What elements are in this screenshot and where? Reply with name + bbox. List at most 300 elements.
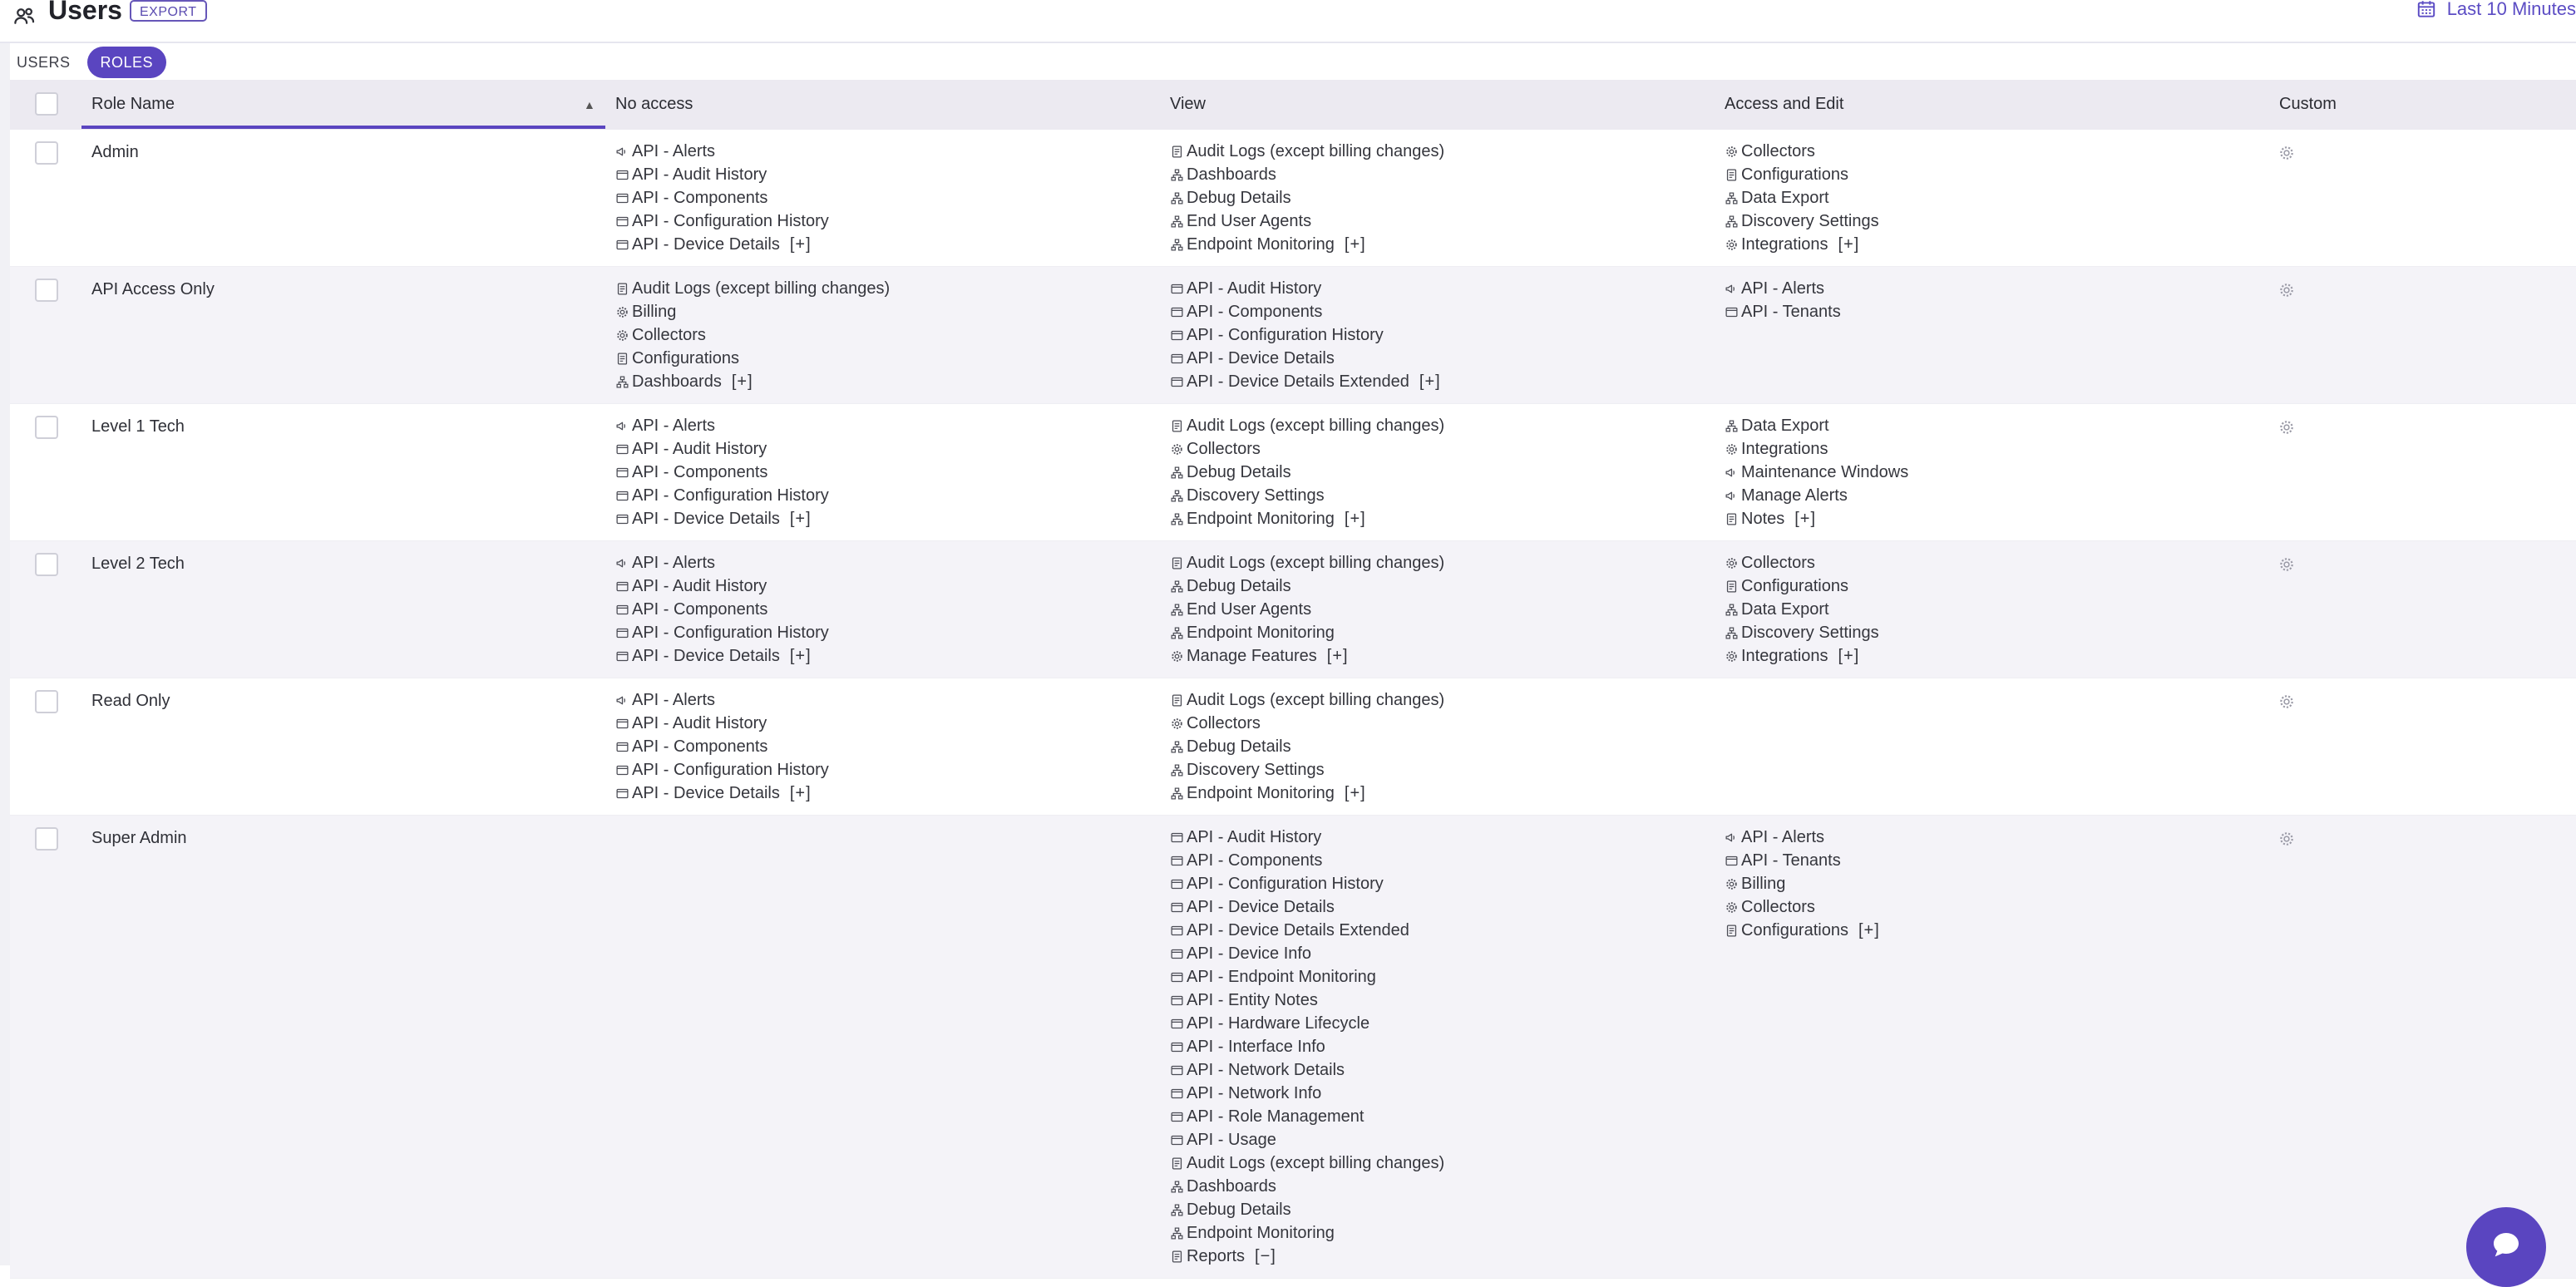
permission-item: [1170, 1128, 1444, 1151]
gear-icon: [1725, 238, 1739, 252]
row-checkbox[interactable]: [35, 279, 58, 302]
permission-item: [1170, 989, 1444, 1012]
permission-list-no-access: [615, 140, 829, 256]
role-name[interactable]: API Access Only: [91, 280, 215, 298]
permission-label: Collectors: [1741, 141, 1815, 160]
permission-item: [1725, 919, 1880, 942]
gear-icon: [1170, 649, 1184, 663]
permission-item: [1170, 277, 1441, 300]
custom-settings-icon[interactable]: [2278, 556, 2295, 573]
permission-item: [1170, 644, 1444, 668]
permission-label: API - Configuration History: [632, 623, 829, 642]
permission-item: [1170, 233, 1444, 256]
expand-toggle[interactable]: [+]: [789, 234, 812, 254]
column-header-custom[interactable]: Custom: [2279, 95, 2337, 113]
permission-label: Endpoint Monitoring: [1187, 783, 1335, 802]
window-icon: [615, 579, 629, 594]
chat-button[interactable]: [2466, 1207, 2546, 1287]
page-header: [0, 0, 2576, 43]
document-icon: [1170, 556, 1184, 570]
permission-label: API - Endpoint Monitoring: [1187, 967, 1376, 986]
permission-label: Maintenance Windows: [1741, 462, 1909, 481]
export-button[interactable]: EXPORT: [130, 0, 207, 22]
gear-icon: [615, 328, 629, 343]
window-icon: [615, 442, 629, 456]
permission-label: API - Usage: [1187, 1130, 1276, 1149]
permission-item: [1725, 140, 1879, 163]
expand-toggle[interactable]: [+]: [731, 372, 753, 391]
window-icon: [615, 603, 629, 617]
permission-item: [615, 735, 829, 758]
permission-item: [615, 210, 829, 233]
permission-label: API - Components: [632, 188, 768, 207]
permission-list-edit: [1725, 414, 1908, 530]
document-icon: [1170, 693, 1184, 708]
permission-item: [1170, 758, 1444, 782]
permission-list-no-access: [615, 414, 829, 530]
select-all-checkbox[interactable]: [35, 92, 58, 116]
gear-icon: [1170, 717, 1184, 731]
expand-toggle[interactable]: [−]: [1255, 1246, 1276, 1265]
permission-label: API - Tenants: [1741, 851, 1841, 870]
permission-list-no-access: [615, 277, 890, 393]
permission-item: [1170, 1035, 1444, 1058]
permission-label: Discovery Settings: [1187, 486, 1325, 505]
permission-list-edit: [1725, 140, 1879, 256]
gear-icon: [1725, 145, 1739, 159]
permission-label: Data Export: [1741, 416, 1829, 435]
network-icon: [1170, 1180, 1184, 1194]
permission-label: Collectors: [1741, 553, 1815, 572]
roles-table: [10, 80, 2576, 1279]
window-icon: [1170, 900, 1184, 915]
permission-item: [1170, 1105, 1444, 1128]
role-name[interactable]: Level 2 Tech: [91, 555, 185, 573]
permission-label: API - Interface Info: [1187, 1037, 1325, 1056]
expand-toggle[interactable]: [+]: [1838, 234, 1860, 254]
permission-item: [1170, 461, 1444, 484]
expand-toggle[interactable]: [+]: [1344, 234, 1366, 254]
gear-icon: [1170, 442, 1184, 456]
permission-item: [615, 598, 829, 621]
sort-indicator: [81, 126, 605, 129]
permission-item: [615, 277, 890, 300]
expand-toggle[interactable]: [+]: [1326, 646, 1349, 665]
permission-list-no-access: [615, 551, 829, 668]
chat-bubble-icon: [2490, 1229, 2523, 1262]
permission-item: [1170, 414, 1444, 437]
expand-toggle[interactable]: [+]: [789, 783, 812, 802]
role-name[interactable]: Level 1 Tech: [91, 417, 185, 436]
network-icon: [1170, 786, 1184, 801]
permission-item: [1170, 1221, 1444, 1245]
permission-item: [615, 186, 829, 210]
window-icon: [615, 466, 629, 480]
permission-item: [1170, 919, 1444, 942]
permission-item: [615, 437, 829, 461]
permission-item: [1170, 849, 1444, 872]
permission-item: [1170, 347, 1441, 370]
permission-item: [1725, 484, 1908, 507]
permission-label: Billing: [1741, 874, 1786, 893]
permission-label: API - Alerts: [632, 553, 716, 572]
window-icon: [1170, 1040, 1184, 1054]
tab-roles[interactable]: ROLES: [87, 47, 167, 78]
permission-item: [1725, 621, 1879, 644]
permission-label: API - Components: [632, 737, 768, 756]
permission-label: Collectors: [1187, 439, 1261, 458]
permission-label: Integrations: [1741, 234, 1828, 254]
window-icon: [1725, 305, 1739, 319]
document-icon: [615, 282, 629, 296]
table-row: [10, 267, 2576, 404]
permission-item: [1170, 621, 1444, 644]
document-icon: [1725, 168, 1739, 182]
permission-item: [1725, 437, 1908, 461]
window-icon: [615, 191, 629, 205]
permission-item: [615, 507, 829, 530]
permission-label: API - Audit History: [632, 165, 767, 184]
permission-label: API - Network Info: [1187, 1083, 1322, 1102]
network-icon: [1170, 1226, 1184, 1240]
permission-label: Endpoint Monitoring: [1187, 1223, 1335, 1242]
custom-settings-icon[interactable]: [2278, 419, 2295, 436]
permission-item: [615, 758, 829, 782]
window-icon: [1170, 831, 1184, 845]
table-row: [10, 404, 2576, 541]
window-icon: [1170, 1087, 1184, 1101]
permission-item: [1170, 140, 1444, 163]
row-checkbox[interactable]: [35, 141, 58, 165]
network-icon: [1170, 1203, 1184, 1217]
permission-label: Discovery Settings: [1741, 211, 1879, 230]
network-icon: [1170, 763, 1184, 777]
window-icon: [615, 626, 629, 640]
window-icon: [615, 717, 629, 731]
network-icon: [1725, 214, 1739, 229]
permission-label: Discovery Settings: [1741, 623, 1879, 642]
gear-icon: [1725, 556, 1739, 570]
permission-item: [1725, 644, 1879, 668]
window-icon: [615, 786, 629, 801]
permission-item: [1170, 1012, 1444, 1035]
permission-label: Debug Details: [1187, 576, 1291, 595]
row-checkbox[interactable]: [35, 827, 58, 851]
expand-toggle[interactable]: [+]: [789, 646, 812, 665]
permission-item: [1170, 598, 1444, 621]
megaphone-icon: [615, 145, 629, 159]
network-icon: [1170, 579, 1184, 594]
permission-list-view: [1170, 140, 1444, 256]
permission-list-edit: [1725, 826, 1880, 942]
window-icon: [1725, 854, 1739, 868]
permission-item: [1170, 1198, 1444, 1221]
column-header-access-and-edit[interactable]: Access and Edit: [1725, 95, 1844, 113]
window-icon: [1170, 994, 1184, 1008]
network-icon: [1170, 489, 1184, 503]
permission-item: [615, 414, 829, 437]
window-icon: [1170, 1133, 1184, 1147]
gear-icon: [1725, 900, 1739, 915]
permission-label: API - Configuration History: [1187, 325, 1384, 344]
permission-label: Debug Details: [1187, 737, 1291, 756]
permission-label: API - Entity Notes: [1187, 990, 1318, 1009]
permission-label: Data Export: [1741, 599, 1829, 619]
permission-item: [1170, 437, 1444, 461]
window-icon: [615, 214, 629, 229]
expand-toggle[interactable]: [+]: [1344, 509, 1366, 528]
document-icon: [1170, 1156, 1184, 1171]
permission-item: [615, 574, 829, 598]
permission-item: [1170, 507, 1444, 530]
permission-label: API - Hardware Lifecycle: [1187, 1013, 1370, 1033]
permission-item: [615, 712, 829, 735]
permission-item: [1170, 895, 1444, 919]
permission-item: [615, 233, 829, 256]
permission-list-view: [1170, 688, 1444, 805]
permission-label: API - Device Details Extended: [1187, 920, 1409, 939]
permission-item: [1725, 598, 1879, 621]
megaphone-icon: [1725, 831, 1739, 845]
role-name[interactable]: Super Admin: [91, 829, 187, 847]
window-icon: [615, 238, 629, 252]
permission-item: [1725, 414, 1908, 437]
megaphone-icon: [615, 556, 629, 570]
window-icon: [1170, 1110, 1184, 1124]
permission-item: [1170, 1245, 1444, 1268]
window-icon: [615, 489, 629, 503]
column-header-role-name[interactable]: Role Name: [91, 95, 175, 113]
permission-item: [1725, 277, 1841, 300]
megaphone-icon: [1725, 282, 1739, 296]
permission-label: API - Components: [1187, 851, 1323, 870]
column-header-no-access[interactable]: No access: [615, 95, 693, 113]
window-icon: [1170, 375, 1184, 389]
permission-label: API - Device Details: [632, 234, 780, 254]
network-icon: [1170, 466, 1184, 480]
permission-label: Collectors: [632, 325, 706, 344]
document-icon: [615, 352, 629, 366]
permission-label: API - Device Details: [1187, 348, 1335, 367]
permission-list-edit: [1725, 551, 1879, 668]
permission-item: [1170, 484, 1444, 507]
permission-label: Collectors: [1741, 897, 1815, 916]
permission-item: [615, 484, 829, 507]
custom-settings-icon[interactable]: [2278, 282, 2295, 298]
permission-item: [1725, 507, 1908, 530]
permission-label: Dashboards: [1187, 165, 1276, 184]
permission-label: Reports: [1187, 1246, 1246, 1265]
permission-label: API - Device Details: [632, 783, 780, 802]
permission-item: [615, 461, 829, 484]
megaphone-icon: [615, 693, 629, 708]
permission-list-view: [1170, 277, 1441, 393]
network-icon: [1170, 238, 1184, 252]
window-icon: [1170, 282, 1184, 296]
window-icon: [1170, 328, 1184, 343]
left-rail: [0, 0, 10, 1265]
page-title: Users: [48, 0, 122, 25]
permission-label: API - Configuration History: [1187, 874, 1384, 893]
tab-users[interactable]: USERS: [17, 54, 71, 71]
permission-label: API - Device Details: [632, 646, 780, 665]
permission-item: [1170, 186, 1444, 210]
expand-toggle[interactable]: [+]: [1858, 920, 1880, 939]
permission-item: [1170, 965, 1444, 989]
permission-label: API - Alerts: [1741, 279, 1825, 298]
permission-label: Billing: [632, 302, 677, 321]
permission-label: Manage Features: [1187, 646, 1317, 665]
expand-toggle[interactable]: [+]: [789, 509, 812, 528]
permission-item: [1725, 186, 1879, 210]
permission-label: API - Audit History: [1187, 827, 1322, 846]
permission-item: [615, 621, 829, 644]
permission-label: Audit Logs (except billing changes): [1187, 416, 1445, 435]
permission-label: Configurations: [1741, 576, 1848, 595]
network-icon: [1170, 168, 1184, 182]
permission-item: [1725, 849, 1880, 872]
time-range-selector[interactable]: [2416, 0, 2576, 20]
permission-item: [1170, 782, 1444, 805]
permission-label: End User Agents: [1187, 211, 1312, 230]
permission-label: Debug Details: [1187, 462, 1291, 481]
permission-label: Collectors: [1187, 713, 1261, 732]
network-icon: [1725, 191, 1739, 205]
window-icon: [1170, 854, 1184, 868]
window-icon: [1170, 970, 1184, 984]
permission-label: API - Network Details: [1187, 1060, 1345, 1079]
permission-label: API - Configuration History: [632, 760, 829, 779]
permission-label: Configurations: [1741, 920, 1848, 939]
permission-label: Endpoint Monitoring: [1187, 509, 1335, 528]
document-icon: [1725, 579, 1739, 594]
document-icon: [1170, 419, 1184, 433]
permission-label: API - Device Details: [632, 509, 780, 528]
megaphone-icon: [1725, 489, 1739, 503]
permission-label: API - Components: [1187, 302, 1323, 321]
expand-toggle[interactable]: [+]: [1344, 783, 1366, 802]
document-icon: [1725, 512, 1739, 526]
permission-list-view: [1170, 551, 1444, 668]
role-name[interactable]: Admin: [91, 143, 139, 161]
permission-list-view: [1170, 826, 1444, 1268]
window-icon: [1170, 1017, 1184, 1031]
window-icon: [1170, 352, 1184, 366]
permission-item: [615, 688, 829, 712]
users-icon: [12, 3, 37, 28]
permission-item: [615, 370, 890, 393]
row-checkbox[interactable]: [35, 416, 58, 439]
permission-item: [1170, 163, 1444, 186]
permission-label: Integrations: [1741, 439, 1828, 458]
network-icon: [615, 375, 629, 389]
window-icon: [1170, 1063, 1184, 1077]
permission-item: [1170, 1151, 1444, 1175]
window-icon: [615, 763, 629, 777]
permission-item: [1170, 735, 1444, 758]
table-row: [10, 541, 2576, 678]
window-icon: [615, 649, 629, 663]
permission-item: [615, 347, 890, 370]
network-icon: [1725, 603, 1739, 617]
permission-item: [615, 140, 829, 163]
network-icon: [1170, 512, 1184, 526]
permission-list-view: [1170, 414, 1444, 530]
network-icon: [1725, 419, 1739, 433]
permission-label: Discovery Settings: [1187, 760, 1325, 779]
permission-item: [615, 644, 829, 668]
permission-item: [1725, 826, 1880, 849]
permission-item: [1170, 688, 1444, 712]
permission-item: [1170, 1058, 1444, 1082]
expand-toggle[interactable]: [+]: [1838, 646, 1860, 665]
permission-item: [1170, 826, 1444, 849]
role-name[interactable]: Read Only: [91, 692, 170, 710]
column-header-view[interactable]: View: [1170, 95, 1206, 113]
permission-item: [1725, 461, 1908, 484]
permission-item: [1725, 574, 1879, 598]
custom-settings-icon[interactable]: [2278, 831, 2295, 847]
permission-label: API - Role Management: [1187, 1107, 1364, 1126]
window-icon: [1170, 924, 1184, 938]
permission-label: Debug Details: [1187, 1200, 1291, 1219]
permission-item: [1725, 210, 1879, 233]
expand-toggle[interactable]: [+]: [1794, 509, 1817, 528]
permission-label: Audit Logs (except billing changes): [1187, 141, 1445, 160]
table-row: [10, 678, 2576, 816]
calendar-icon: [2416, 0, 2437, 20]
network-icon: [1170, 214, 1184, 229]
permission-item: [1725, 233, 1879, 256]
network-icon: [1725, 626, 1739, 640]
row-checkbox[interactable]: [35, 553, 58, 576]
permission-label: Configurations: [1741, 165, 1848, 184]
permission-list-edit: [1725, 277, 1841, 323]
custom-settings-icon[interactable]: [2278, 693, 2295, 710]
permission-item: [615, 551, 829, 574]
permission-label: API - Alerts: [1741, 827, 1825, 846]
permission-label: API - Tenants: [1741, 302, 1841, 321]
table-body: [10, 130, 2576, 1279]
expand-toggle[interactable]: [+]: [1419, 372, 1441, 391]
view-tabs: [10, 47, 166, 78]
permission-label: API - Configuration History: [632, 486, 829, 505]
document-icon: [1170, 1250, 1184, 1264]
permission-label: Configurations: [632, 348, 739, 367]
permission-label: API - Components: [632, 599, 768, 619]
permission-item: [1170, 712, 1444, 735]
permission-item: [1170, 551, 1444, 574]
network-icon: [1170, 740, 1184, 754]
row-checkbox[interactable]: [35, 690, 58, 713]
network-icon: [1170, 626, 1184, 640]
time-range-label: Last 10 Minutes: [2446, 0, 2576, 19]
permission-item: [1170, 300, 1441, 323]
sort-ascending-icon[interactable]: ▲: [584, 98, 595, 111]
permission-label: API - Device Details Extended: [1187, 372, 1409, 391]
permission-item: [1725, 872, 1880, 895]
permission-item: [1725, 300, 1841, 323]
table-header: [10, 80, 2576, 130]
permission-label: Dashboards: [1187, 1176, 1276, 1196]
custom-settings-icon[interactable]: [2278, 145, 2295, 161]
permission-label: Endpoint Monitoring: [1187, 623, 1335, 642]
permission-label: API - Configuration History: [632, 211, 829, 230]
permission-item: [1170, 1175, 1444, 1198]
permission-label: API - Audit History: [632, 576, 767, 595]
permission-item: [615, 163, 829, 186]
megaphone-icon: [615, 419, 629, 433]
